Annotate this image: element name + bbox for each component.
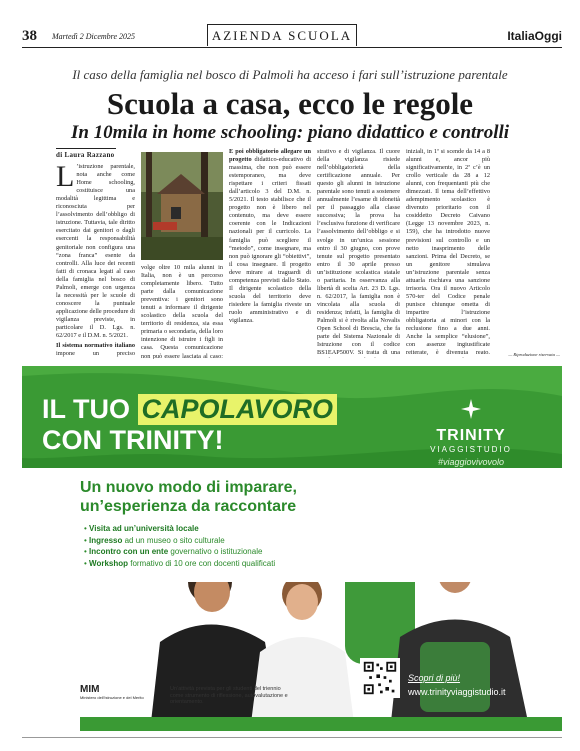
list-item <box>84 535 275 547</box>
list-item <box>84 558 275 570</box>
page-masthead <box>22 26 562 48</box>
advert-sub-line1: Un nuovo modo di imparare, <box>80 479 297 496</box>
students-photo <box>80 582 562 731</box>
mim-title: MIM <box>80 684 100 695</box>
article-kicker: Il caso della famiglia nel bosco di Palmoli ha acceso i fari sull’istruzione parentale <box>72 67 508 82</box>
paragraph-text: didattico-educativo di massima, che non può essere estemporaneo, ma deve rispettare i criteri fissati dall’articolo 3 del D.M. n. 5/2021. Il testo stabilisce che il progetto non è libero nel contenuto, ma deve essere coerente con le Indicazioni nazionali per il curricolo. La famiglia può scegliere il “metodo”, come insegnare, ma non può ignorare gli “obiettivi”, il cosa insegnare. Il progetto deve mirare ai traguardi di competenza previsti dallo Stato. Il dirigente scolastico della scuola del territorio deve risiedere la famiglia riveste un ruolo amministrativo e di vigilanza. <box>229 156 311 324</box>
list-item <box>84 546 275 558</box>
mim-logo <box>80 684 152 706</box>
advert-note: Un’attività prevista per gli studenti del triennio come strumento di riflessione, autovalutazione e orientamento. <box>170 686 288 706</box>
article-column-2a <box>141 264 223 359</box>
article-paragraph <box>56 342 135 358</box>
article-paragraph <box>229 148 311 325</box>
trinity-star-icon <box>460 398 482 420</box>
article-column-1 <box>56 148 135 358</box>
article-column-5 <box>406 148 490 358</box>
paragraph-text: volge oltre 10 mila alunni in Italia, non è un percorso completamente libero. Tutto parte dalla comunicazione preventiva: i genitori sono tenuti a informare il dirigente scolastico della scuola del territorio di residenza, sia essa primaria o secondaria, della loro intenzione di istruire i figli in casa. Questa comunicazione non può essere lasciata al caso: <box>141 264 223 359</box>
item-text: governativo o istituzionale <box>168 547 263 556</box>
paragraph-text: impone un preciso <box>56 350 135 358</box>
qr-code-icon[interactable] <box>360 658 400 698</box>
section-title: AZIENDA SCUOLA <box>207 24 357 46</box>
advert-headline-highlight: CAPOLAVORO <box>138 394 338 425</box>
reserved-note: — Riproduzione riservata — <box>508 352 560 357</box>
item-text: formativo di 10 ore con docenti qualificati <box>128 558 276 568</box>
paragraph-text: iniziali, in 1ª si scende da 14 a 8 alunni e, ancor più significativamente, in 2ª c’è un crollo verticale da 28 a 12 alunni, con frequentanti più che dimezzati. Il tema dell’effettivo adempimento scolastico è divenuto prioritario con il cosiddetto Decreto Caivano (Legge 13 novembre 2023, n. 159), che ha introdotto nuove previsioni sul controllo e un netto inasprimento delle sanzioni. Prima del Decreto, se un genitore simulava un’istruzione parentale senza attuarla rischiava una sanzione irrisoria. Ora il nuovo Articolo 570-ter del Codice penale punisce chiunque ometta di impartire l’istruzione obbligatoria ai minori con la reclusione fino a due anni. Anche la semplice “elusione”, con assenze ingiustificate reiterate, è divenuta reato. <box>406 148 490 357</box>
article-column-4 <box>317 148 400 358</box>
item-text: ad un museo o sito culturale <box>122 535 225 545</box>
article-subhead: In 10mila in home schooling: piano didattico e controlli <box>70 122 510 143</box>
trinity-logo <box>418 398 524 467</box>
brand-logo: ItaliaOggi <box>507 29 562 43</box>
paragraph-lead: E poi obbligatorio allegare un progetto <box>229 148 311 164</box>
trinity-advert <box>22 366 562 731</box>
page-number: 38 <box>22 28 37 44</box>
scopri-link[interactable]: Scopri di più! <box>408 673 461 683</box>
advert-banner <box>22 366 562 468</box>
advert-feature-list <box>84 523 275 569</box>
logo-hashtag: #viaggiovivovolo <box>437 457 505 467</box>
article-column-3 <box>229 148 311 358</box>
page-bottom-rule <box>22 737 562 738</box>
page-date: Martedì 2 Dicembre 2025 <box>52 32 136 41</box>
advert-headline <box>42 394 337 456</box>
article-headline: Scuola a casa, ecco le regole <box>106 86 474 121</box>
article-paragraph <box>56 160 135 340</box>
paragraph-text: ’istruzione parentale, nota anche come Home schooling, costituisce una modalità legittima e riconosciuta per l’assolvimento dell’obbligo di istruzione. Tuttavia, tale diritto esercitato dai genitori o dagli esercenti la responsabilità genitoriale non configura una “zona franca” esente da controlli. Alla luce dei recenti fatti di cronaca legati al caso della famiglia nel bosco di Palmoli, emerge con urgenza la necessità per le scuole di conoscere la puntuale applicazione delle procedure di vigilanza previste, in particolare il D. Lgs. n. 62/2017 e il D.M. n. 5/2021. <box>56 163 135 340</box>
mim-subtitle: Ministero dell'Istruzione e del Merito <box>80 695 144 700</box>
advert-subheadline <box>80 478 297 516</box>
dropcap: L <box>56 160 75 194</box>
item-bold: Workshop <box>89 558 128 568</box>
item-bold: Visita ad un’università locale <box>89 524 199 533</box>
byline-rule <box>56 148 116 149</box>
advert-sub-line2: un’esperienza da raccontare <box>80 498 297 515</box>
forest-house-image <box>141 152 223 260</box>
article-byline: di Laura Razzano <box>56 151 115 159</box>
logo-sub: VIAGGISTUDIO <box>430 445 512 454</box>
paragraph-text: strativo e di vigilanza. Il cuore della vigilanza risiede nell’obbligatorietà della certificazione annuale. Per questo gli alunni in istruzione parentale sono tenuti a sostenere annualmente l’esame di idoneità per il passaggio alla classe successiva; la prova ha l’esclusiva funzione di verificare l’assolvimento dell’obbligo e si svolge in un’unica sessione entro il 30 giugno, con prove tenute sul progetto presentato entro il 30 aprile presso un’istituzione scolastica statale o paritaria. In osservanza alla libertà di scelta Art. 23 D. Lgs. n. 62/2017, la famiglia non è vincolata alla scuola di residenza; infatti, la famiglia di Palmoli si è rivolta alla Novalis Open School di Brescia, che fa parte del Sistema Nazionale di Istruzione con il codice BS1EAP500V. Si tratta di una <box>317 148 400 357</box>
list-item <box>84 523 275 535</box>
logo-name: TRINITY <box>436 427 506 444</box>
article-photo <box>141 152 223 260</box>
advert-headline-prefix: IL TUO <box>42 394 138 424</box>
paragraph-lead: Il sistema normativo italiano <box>56 342 135 350</box>
item-bold: Incontro con un ente <box>89 547 169 556</box>
item-bold: Ingresso <box>89 535 123 545</box>
website-link[interactable]: www.trinityviaggistudio.it <box>408 687 506 697</box>
advert-headline-line2: CON TRINITY! <box>42 425 224 455</box>
